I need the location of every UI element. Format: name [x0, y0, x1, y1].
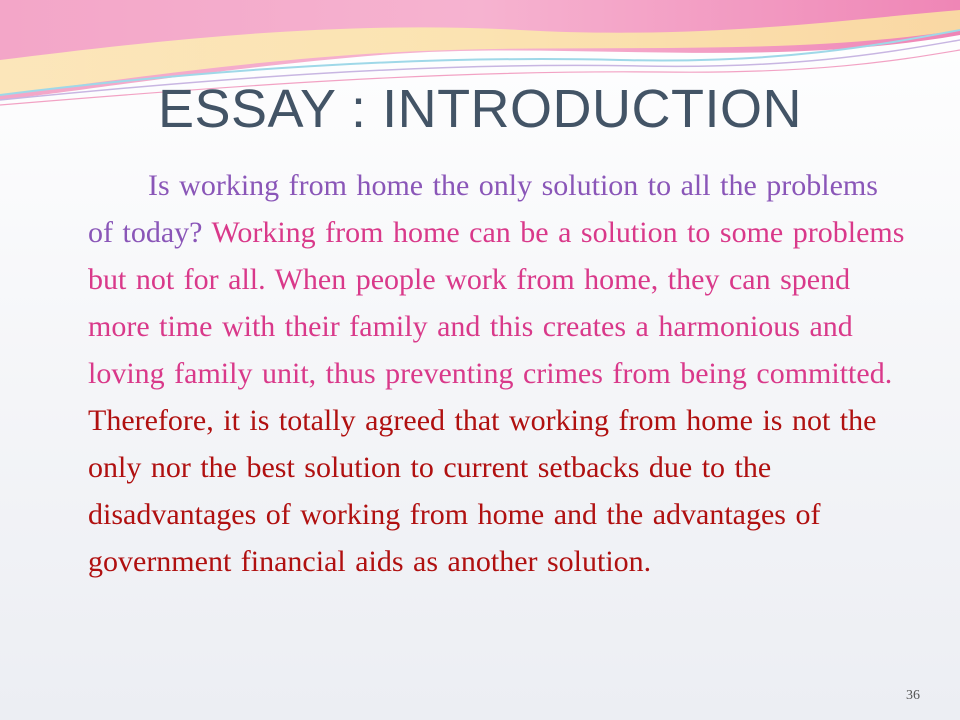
paragraph-conclusion: Therefore, it is totally agreed that working from home is not the only nor the best solution to current setbacks due to the disadvantages of working from home and the advantages of government financial aids as another solution. — [88, 404, 877, 578]
essay-paragraph — [88, 162, 908, 585]
paragraph-question: Is working from home the only solution to all the problems of today? — [88, 169, 878, 249]
page-number: 36 — [906, 688, 920, 703]
paragraph-argument: Working from home can be a solution to some problems but not for all. When people work from home, they can spend more time with their family and this creates a harmonious and loving family unit, thus preventing crimes from being committed. — [88, 216, 905, 390]
slide-title: ESSAY : INTRODUCTION — [157, 79, 803, 139]
